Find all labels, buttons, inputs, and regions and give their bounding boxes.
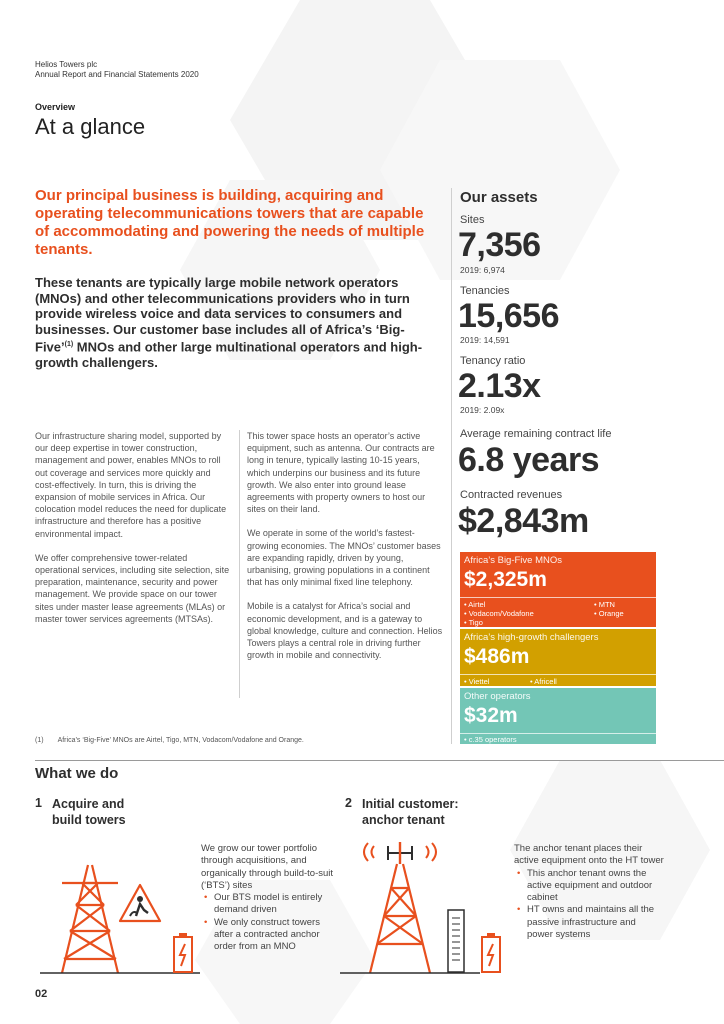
tenancy-ratio-prev: 2019: 2.09x <box>460 405 505 415</box>
list-item: • Airtel <box>464 600 486 609</box>
footnote <box>35 737 318 744</box>
body-paragraph: This tower space hosts an operator’s active equipment, such as antenna. Our contracts are long in tenure, typically lasting 10-15 years, which underpins our business and its future growth. We also enter into ground lease agreements with property owners to host our sites on their land. <box>247 431 435 515</box>
footnote-ref: (1) <box>64 341 74 349</box>
step-text: We grow our tower portfolio through acquisitions, and organically through build-to-suit (‘BTS’) sites <box>201 843 334 891</box>
list-item: • c.35 operators <box>464 735 517 744</box>
challengers-value: $486m <box>464 645 530 668</box>
list-item: • Africell <box>530 677 557 686</box>
contracted-revenues-label: Contracted revenues <box>460 489 563 501</box>
report-name: Annual Report and Financial Statements 2020 <box>35 70 199 79</box>
other-operators-label: Other operators <box>464 691 531 702</box>
list-item: • Viettel <box>464 677 490 686</box>
list-item: • MTN <box>594 600 615 609</box>
body-paragraph: Mobile is a catalyst for Africa’s social and economic development, and is a gateway to global knowledge, culture and connection. Helios Towers plays a central role in driving further growth in mobile and connectivity. <box>247 601 443 661</box>
assets-title: Our assets <box>460 189 538 206</box>
step-title-line: anchor tenant <box>362 813 445 827</box>
body-column-right <box>247 430 443 673</box>
footnote-text: Africa’s ‘Big-Five’ MNOs are Airtel, Tigo, MTN, Vodacom/Vodafone and Orange. <box>57 737 304 744</box>
what-we-do-title: What we do <box>35 765 119 782</box>
tenancy-ratio-value: 2.13x <box>458 367 541 405</box>
sites-label: Sites <box>460 214 485 226</box>
page-number: 02 <box>35 988 48 1000</box>
tenancies-label: Tenancies <box>460 285 510 297</box>
battery-icon <box>480 932 502 974</box>
big-five-value: $2,325m <box>464 568 547 591</box>
contract-life-value: 6.8 years <box>458 441 600 479</box>
step-bullets <box>201 892 336 953</box>
bullet-item: • Our BTS model is entirely demand driven <box>201 892 336 917</box>
tenancy-ratio-label: Tenancy ratio <box>460 355 526 367</box>
section-label: Overview <box>35 102 76 112</box>
step-title <box>52 796 126 828</box>
assets-divider <box>451 188 452 744</box>
tenancies-value: 15,656 <box>458 297 559 335</box>
step-title-line: build towers <box>52 813 126 827</box>
body-paragraph: Our infrastructure sharing model, supported by our deep expertise in tower construction, management and power, enables MNOs to roll out coverage and services more quickly and cost-effectively. In turn, this is driving the expansion of mobile services in Africa. Our colocation model reduces the need for duplicate infrastructure and therefore has a positive environmental impact. <box>35 431 227 539</box>
step-number: 2 <box>345 796 352 810</box>
step-bullets <box>514 868 664 942</box>
big-five-label: Africa’s Big-Five MNOs <box>464 555 563 566</box>
step-text: The anchor tenant places their active equipment onto the HT tower <box>514 843 664 867</box>
construction-sign-icon <box>118 883 162 923</box>
step-title <box>362 796 459 828</box>
step-description <box>201 843 336 954</box>
body-paragraph: We operate in some of the world’s fastest-growing economies. The MNOs’ customer bases are expanding rapidly, driven by young, urbanising, growing populations in a continent that has only minimal fixed line telephony. <box>247 528 441 588</box>
step-number: 1 <box>35 796 42 810</box>
company-name: Helios Towers plc <box>35 60 98 69</box>
body-column-left <box>35 430 231 637</box>
challengers-label: Africa’s high-growth challengers <box>464 632 599 643</box>
big-five-box <box>460 552 656 627</box>
bullet-item: • We only construct towers after a contracted anchor order from an MNO <box>201 917 336 954</box>
step-title-line: Initial customer: <box>362 797 459 811</box>
other-operators-box <box>460 688 656 744</box>
page-title: At a glance <box>35 114 146 139</box>
column-divider <box>239 430 240 698</box>
sites-prev: 2019: 6,974 <box>460 265 505 275</box>
section-divider <box>35 760 724 761</box>
step-description <box>514 843 664 941</box>
big-five-list <box>460 597 656 627</box>
list-item: • Orange <box>594 609 624 618</box>
report-header <box>35 60 199 80</box>
contract-life-label: Average remaining contract life <box>460 428 612 440</box>
body-paragraph: We offer comprehensive tower-related operational services, including site selection, site preparation, maintenance, security and power management. We provide space on our tower sites under master lease agreements (MLAs) or master tower services agreements (MTSAs). <box>35 552 230 624</box>
challengers-box <box>460 629 656 686</box>
battery-icon <box>172 932 194 974</box>
footnote-marker: (1) <box>35 737 44 744</box>
list-item: • Tigo <box>464 618 483 627</box>
contracted-revenues-value: $2,843m <box>458 502 589 540</box>
equipment-cabinet-icon <box>446 908 466 974</box>
lead-statement: Our principal business is building, acquiring and operating telecommunications towers that are capable of accommodating and powering the needs of multiple tenants. <box>35 187 425 258</box>
tenancies-prev: 2019: 14,591 <box>460 335 510 345</box>
bullet-item: • HT owns and maintains all the passive infrastructure and power systems <box>514 904 664 941</box>
lead-paragraph <box>35 275 435 371</box>
lead-paragraph-text: These tenants are typically large mobile network operators (MNOs) and other telecommunications providers who in turn provide wireless voice and data services to consumers and businesses. Our customer base includes all of Africa’s ‘Big-Five’ <box>35 275 410 355</box>
step-title-line: Acquire and <box>52 797 125 811</box>
other-operators-value: $32m <box>464 704 518 727</box>
bullet-item: • This anchor tenant owns the active equipment and outdoor cabinet <box>514 868 664 905</box>
lead-paragraph-text-end: MNOs and other large multinational operators and high-growth challengers. <box>35 339 423 371</box>
list-item: • Vodacom/Vodafone <box>464 609 534 618</box>
sites-value: 7,356 <box>458 226 541 264</box>
challengers-list <box>460 674 656 686</box>
other-operators-list <box>460 733 656 744</box>
